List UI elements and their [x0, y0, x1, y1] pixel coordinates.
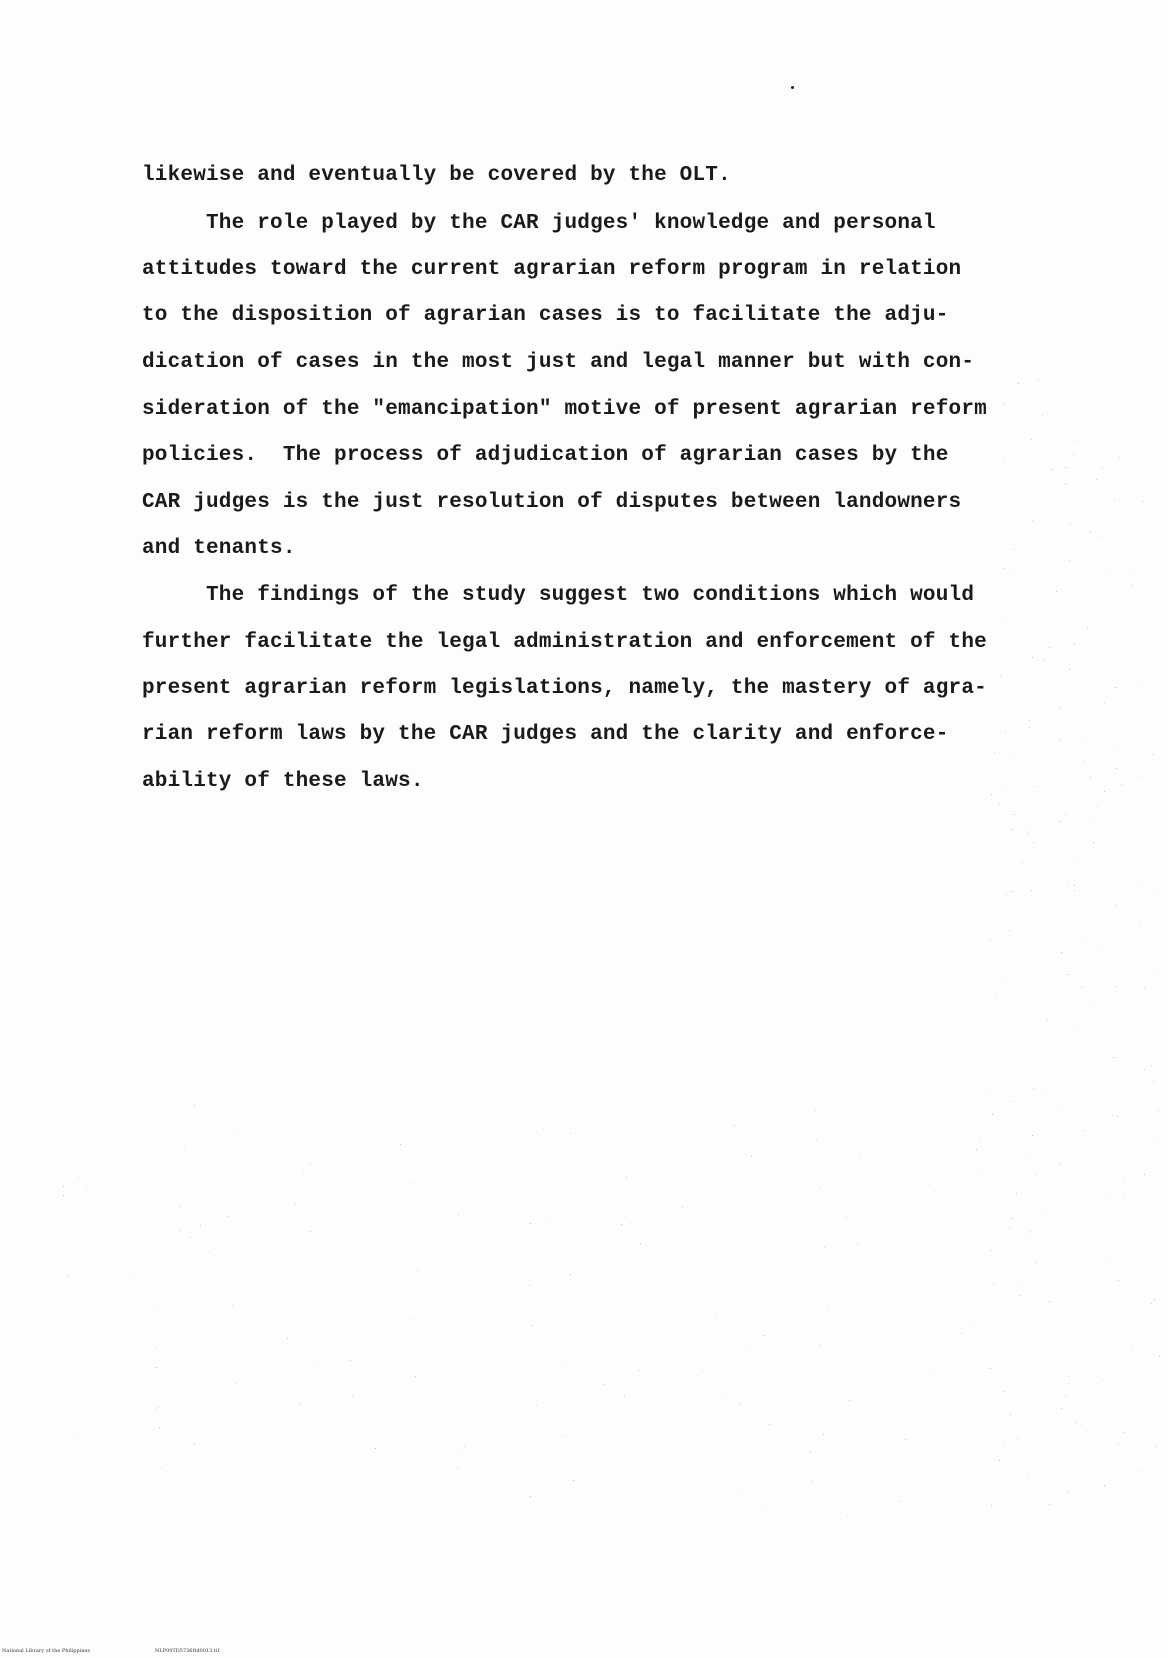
scan-speck: [287, 1338, 288, 1339]
scan-speck: [1116, 905, 1117, 906]
scan-speck: [1029, 727, 1030, 728]
scan-speck: [1011, 829, 1012, 830]
scan-speck: [1059, 1106, 1060, 1107]
scan-speck: [565, 1435, 566, 1436]
scan-speck: [1068, 1376, 1069, 1377]
scan-speck: [1010, 1101, 1011, 1102]
scan-speck: [78, 1177, 79, 1178]
scan-speck: [1118, 1443, 1119, 1444]
scan-speck: [400, 1144, 401, 1145]
scan-speck: [630, 1223, 631, 1224]
text-line: dication of cases in the most just and legal manner but with con-: [142, 351, 975, 374]
scan-speck: [352, 1396, 353, 1397]
scan-speck: [624, 1396, 625, 1397]
scan-speck: [626, 1177, 627, 1178]
scan-speck: [1074, 885, 1075, 886]
scan-speck: [184, 1149, 185, 1150]
scan-speck: [1060, 707, 1061, 708]
scan-speck: [1013, 569, 1014, 570]
scan-speck: [1000, 675, 1001, 676]
scan-speck: [1152, 754, 1153, 755]
scan-speck: [990, 940, 991, 941]
scan-speck: [1094, 822, 1095, 823]
scan-speck: [1155, 1446, 1156, 1447]
scan-speck: [1061, 1408, 1062, 1409]
scan-speck: [1151, 1303, 1152, 1304]
scan-speck: [1074, 440, 1075, 441]
scan-speck: [1104, 1485, 1105, 1486]
scan-speck: [194, 1105, 195, 1106]
scan-speck: [1037, 786, 1038, 787]
scan-speck: [1029, 720, 1030, 721]
scan-speck: [857, 1243, 858, 1244]
scan-speck: [1005, 622, 1006, 623]
scan-speck: [820, 1188, 821, 1189]
scan-speck: [237, 1130, 238, 1131]
scan-speck: [310, 1231, 311, 1232]
scan-speck: [180, 1230, 181, 1231]
scan-speck: [1069, 560, 1070, 561]
scan-speck: [1121, 784, 1122, 785]
scan-speck: [543, 1128, 544, 1129]
scan-speck: [1004, 404, 1005, 405]
scan-speck: [847, 1516, 848, 1517]
scan-speck: [1112, 1115, 1113, 1116]
scan-speck: [530, 1496, 531, 1497]
scan-speck: [209, 1251, 210, 1252]
scan-speck: [1087, 628, 1088, 629]
scan-speck: [1131, 585, 1132, 586]
scan-speck: [1031, 439, 1032, 440]
scan-mark: [791, 86, 794, 89]
scan-speck: [1101, 536, 1102, 537]
scan-speck: [530, 1223, 531, 1224]
scan-speck: [1085, 940, 1086, 941]
scan-speck: [1105, 574, 1106, 575]
scan-speck: [1104, 791, 1105, 792]
scan-speck: [295, 1203, 296, 1204]
scan-speck: [640, 1243, 641, 1244]
text-line: CAR judges is the just resolution of disputes between landowners: [142, 491, 962, 514]
scan-speck: [961, 1333, 962, 1334]
scan-speck: [993, 1284, 994, 1285]
scan-speck: [1065, 814, 1066, 815]
scan-speck: [531, 1325, 532, 1326]
scan-speck: [827, 1307, 828, 1308]
scan-speck: [458, 1214, 459, 1215]
scan-speck: [1056, 591, 1057, 592]
scan-speck: [1049, 1301, 1050, 1302]
scan-speck: [317, 1360, 318, 1361]
scan-speck: [994, 752, 995, 753]
scan-speck: [1065, 467, 1066, 468]
scan-speck: [1093, 842, 1094, 843]
scan-speck: [991, 1093, 992, 1094]
scan-speck: [1073, 454, 1074, 455]
scan-speck: [1094, 1001, 1095, 1002]
scan-speck: [1032, 1135, 1033, 1136]
scan-speck: [1102, 468, 1103, 469]
scan-speck: [1033, 1088, 1034, 1089]
scan-speck: [75, 1432, 76, 1433]
scan-speck: [1004, 459, 1005, 460]
scan-speck: [766, 1511, 767, 1512]
scan-speck: [697, 1375, 698, 1376]
scan-speck: [1151, 1065, 1152, 1066]
scan-speck: [1049, 1504, 1050, 1505]
scan-speck: [200, 1225, 201, 1226]
scan-speck: [1003, 1391, 1004, 1392]
scan-speck: [1096, 479, 1097, 480]
scan-speck: [548, 1217, 549, 1218]
scan-speck: [716, 1317, 717, 1318]
scan-speck: [1043, 1088, 1044, 1089]
scan-speck: [570, 1133, 571, 1134]
scan-speck: [1067, 885, 1068, 886]
scan-speck: [1073, 1025, 1074, 1026]
scan-speck: [1005, 978, 1006, 979]
scan-speck: [1114, 499, 1115, 500]
scan-speck: [1158, 893, 1159, 894]
scan-speck: [1004, 568, 1005, 569]
scan-speck: [1141, 776, 1142, 777]
scan-speck: [812, 1481, 813, 1482]
scan-speck: [979, 1141, 980, 1142]
text-line: present agrarian reform legislations, namely, the mastery of agra-: [142, 677, 987, 700]
scan-speck: [991, 1250, 992, 1251]
scan-speck: [1018, 383, 1019, 384]
scan-speck: [1117, 1116, 1118, 1117]
scan-speck: [1014, 814, 1015, 815]
text-line: policies. The process of adjudication of agrarian cases by the: [142, 444, 949, 467]
scan-speck: [1004, 1445, 1005, 1446]
scan-speck: [1069, 669, 1070, 670]
scan-speck: [810, 1451, 811, 1452]
scan-speck: [1038, 380, 1039, 381]
text-line: The role played by the CAR judges' knowledge and personal: [142, 212, 936, 235]
scan-speck: [190, 1237, 191, 1238]
scan-speck: [1144, 1174, 1145, 1175]
scan-speck: [1011, 891, 1012, 892]
scan-speck: [1033, 842, 1034, 843]
scan-speck: [410, 1182, 411, 1183]
scan-speck: [1137, 887, 1138, 888]
scan-speck: [1118, 1280, 1119, 1281]
scan-speck: [992, 1114, 993, 1115]
scan-speck: [1005, 731, 1006, 732]
scan-speck: [232, 1305, 233, 1306]
scan-speck: [1006, 894, 1007, 895]
scan-speck: [300, 1403, 301, 1404]
scan-speck: [410, 1319, 411, 1320]
scan-speck: [1047, 1020, 1048, 1021]
scan-speck: [1070, 524, 1071, 525]
scan-speck: [639, 1370, 640, 1371]
scan-speck: [1123, 1177, 1124, 1178]
scan-speck: [815, 1110, 816, 1111]
scan-speck: [1074, 890, 1075, 891]
scan-speck: [976, 1149, 977, 1150]
scan-speck: [1081, 987, 1082, 988]
scan-speck: [1119, 457, 1120, 458]
scan-speck: [1068, 974, 1069, 975]
text-line: further facilitate the legal administration and enforcement of the: [142, 631, 987, 654]
text-line: ability of these laws.: [142, 770, 424, 793]
scan-speck: [1021, 1286, 1022, 1287]
scan-speck: [604, 1384, 605, 1385]
scan-speck: [1065, 483, 1066, 484]
scan-speck: [991, 794, 992, 795]
scan-speck: [417, 1270, 418, 1271]
scan-speck: [1158, 1138, 1159, 1139]
scan-speck: [1036, 1262, 1037, 1263]
scan-speck: [227, 1216, 228, 1217]
footer-file: NLP00TD5736ftd0013.tif: [155, 1648, 220, 1654]
scan-speck: [350, 1360, 351, 1361]
scan-speck: [1028, 829, 1029, 830]
scan-speck: [1061, 952, 1062, 953]
scan-speck: [1106, 1193, 1107, 1194]
text-line: The findings of the study suggest two conditions which would: [142, 584, 975, 607]
scan-speck: [155, 1348, 156, 1349]
scan-speck: [1158, 1110, 1159, 1111]
scan-speck: [1010, 1414, 1011, 1415]
scan-speck: [1032, 520, 1033, 521]
scan-speck: [161, 1467, 162, 1468]
scan-speck: [1090, 777, 1091, 778]
scan-speck: [1140, 921, 1141, 922]
scan-speck: [86, 1189, 87, 1190]
scan-speck: [1154, 1299, 1155, 1300]
scan-speck: [1131, 574, 1132, 575]
scan-speck: [846, 1217, 847, 1218]
scan-speck: [823, 1434, 824, 1435]
scan-speck: [1022, 862, 1023, 863]
footer-source: National Library of the Philippines: [2, 1648, 91, 1654]
scan-speck: [464, 1446, 465, 1447]
scan-speck: [999, 804, 1000, 805]
scan-speck: [726, 1396, 727, 1397]
scan-speck: [769, 1424, 770, 1425]
scan-speck: [1042, 414, 1043, 415]
scan-speck: [819, 1345, 820, 1346]
scan-speck: [1097, 806, 1098, 807]
scan-speck: [1090, 532, 1091, 533]
scan-speck: [1068, 1383, 1069, 1384]
scan-speck: [310, 1163, 311, 1164]
scan-speck: [1109, 1261, 1110, 1262]
scan-speck: [1044, 1211, 1045, 1212]
scan-speck: [153, 1308, 154, 1309]
scan-speck: [1046, 412, 1047, 413]
scan-speck: [1124, 1194, 1125, 1195]
scan-speck: [990, 1368, 991, 1369]
scan-speck: [457, 1467, 458, 1468]
scan-speck: [1074, 862, 1075, 863]
scan-speck: [1049, 647, 1050, 648]
scan-speck: [621, 1224, 622, 1225]
scan-speck: [1027, 833, 1028, 834]
scan-speck: [303, 1170, 304, 1171]
scan-speck: [1104, 703, 1105, 704]
scan-speck: [934, 1191, 935, 1192]
scan-speck: [155, 1408, 156, 1409]
scan-speck: [905, 1439, 906, 1440]
scan-speck: [1124, 1432, 1125, 1433]
scan-speck: [824, 1247, 825, 1248]
scan-speck: [682, 1207, 683, 1208]
scan-speck: [1060, 821, 1061, 822]
scan-speck: [573, 1480, 574, 1481]
scan-speck: [1144, 1069, 1145, 1070]
scan-speck: [1012, 1218, 1013, 1219]
scan-speck: [1141, 1470, 1142, 1471]
scan-speck: [1074, 644, 1075, 645]
scan-speck: [1067, 484, 1068, 485]
scan-speck: [1031, 890, 1032, 891]
scan-speck: [159, 1427, 160, 1428]
scan-speck: [1009, 1228, 1010, 1229]
scan-speck: [1153, 1081, 1154, 1082]
scan-speck: [179, 1206, 180, 1207]
scan-speck: [1032, 657, 1033, 658]
scan-speck: [158, 1407, 159, 1408]
scan-speck: [1016, 1193, 1017, 1194]
scan-speck: [929, 1375, 930, 1376]
text-line: rian reform laws by the CAR judges and the clarity and enforce-: [142, 723, 949, 746]
scan-speck: [764, 1335, 765, 1336]
scan-speck: [63, 1195, 64, 1196]
scan-speck: [194, 1443, 195, 1444]
scan-speck: [1102, 1380, 1103, 1381]
scan-speck: [529, 1285, 530, 1286]
scan-speck: [536, 1405, 537, 1406]
scan-speck: [981, 1170, 982, 1171]
scan-speck: [816, 1140, 817, 1141]
scan-speck: [1035, 1175, 1036, 1176]
scan-speck: [1153, 972, 1154, 973]
scan-speck: [1065, 1395, 1066, 1396]
scan-speck: [63, 1186, 64, 1187]
scan-speck: [1116, 768, 1117, 769]
scan-speck: [156, 1367, 157, 1368]
scan-speck: [751, 1156, 752, 1157]
scan-speck: [747, 1350, 748, 1351]
scan-speck: [1060, 739, 1061, 740]
scan-speck: [68, 1275, 69, 1276]
scan-speck: [129, 1276, 130, 1277]
scan-speck: [1084, 1130, 1085, 1131]
scan-speck: [1030, 1234, 1031, 1235]
text-line: attitudes toward the current agrarian reform program in relation: [142, 258, 962, 281]
text-line: likewise and eventually be covered by the OLT.: [142, 164, 731, 187]
scan-speck: [235, 1383, 236, 1384]
scan-speck: [849, 1400, 850, 1401]
scan-speck: [1115, 687, 1116, 688]
scan-speck: [1159, 1356, 1160, 1357]
scan-speck: [1087, 1431, 1088, 1432]
scan-speck: [1028, 1475, 1029, 1476]
scan-speck: [1051, 469, 1052, 470]
scan-speck: [995, 997, 996, 998]
text-line: and tenants.: [142, 537, 296, 560]
scan-speck: [1009, 757, 1010, 758]
scan-speck: [1113, 1057, 1114, 1058]
scan-speck: [1116, 986, 1117, 987]
scan-speck: [1030, 1231, 1031, 1232]
scan-speck: [1019, 1295, 1020, 1296]
scan-speck: [415, 1376, 416, 1377]
scan-speck: [991, 1505, 992, 1506]
scan-speck: [561, 1366, 562, 1367]
scan-speck: [1083, 760, 1084, 761]
scan-speck: [375, 1448, 376, 1449]
scan-speck: [1142, 684, 1143, 685]
scan-speck: [1080, 742, 1081, 743]
scan-speck: [1113, 748, 1114, 749]
scan-speck: [456, 1453, 457, 1454]
scan-speck: [740, 1403, 741, 1404]
text-line: to the disposition of agrarian cases is to facilitate the adju-: [142, 304, 949, 327]
scan-speck: [1068, 1492, 1069, 1493]
scan-speck: [1014, 549, 1015, 550]
scan-speck: [1075, 1422, 1076, 1423]
scan-speck: [1060, 1163, 1061, 1164]
scan-speck: [1144, 987, 1145, 988]
scan-speck: [1143, 501, 1144, 502]
scan-speck: [860, 1156, 861, 1157]
scan-speck: [970, 1323, 971, 1324]
scan-speck: [570, 1274, 571, 1275]
scan-speck: [1102, 945, 1103, 946]
scan-speck: [1030, 1153, 1031, 1154]
scan-speck: [734, 1125, 735, 1126]
scan-speck: [1009, 930, 1010, 931]
scan-speck: [999, 1460, 1000, 1461]
scan-speck: [1005, 786, 1006, 787]
scan-speck: [737, 1490, 738, 1491]
scan-speck: [1017, 1438, 1018, 1439]
scan-speck: [1131, 1350, 1132, 1351]
scan-speck: [1043, 659, 1044, 660]
scan-speck: [900, 1501, 901, 1502]
text-line: sideration of the "emancipation" motive of present agrarian reform: [142, 398, 987, 421]
